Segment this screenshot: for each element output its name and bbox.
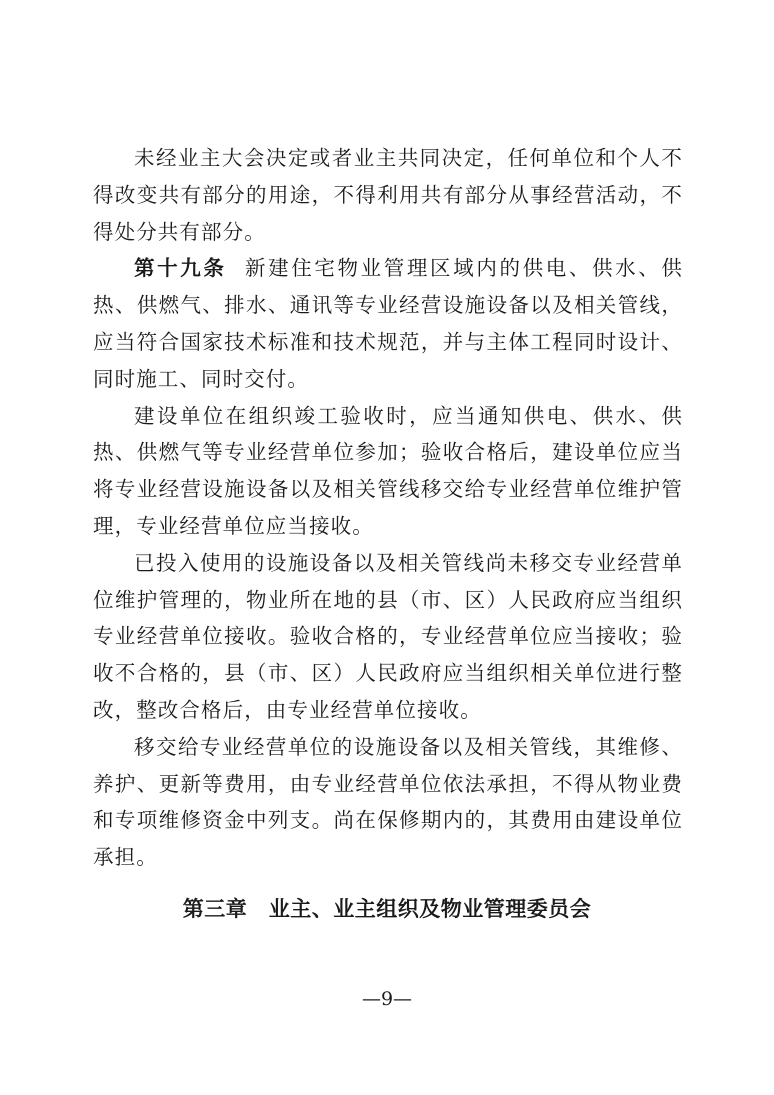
page-number: —9— (361, 988, 413, 1010)
paragraph-text: 已投入使用的设施设备以及相关管线尚未移交专业经营单位维护管理的，物业所在地的县（市、区）人民政府应当组织专业经营单位接收。验收合格的，专业经营单位应当接收；验收不合格的，县（市、区）人民政府应当组织相关单位进行整改，整改合格后，由专业经营单位接收。 (93, 550, 683, 722)
paragraph-common-parts (93, 140, 683, 250)
paragraph-maintenance-costs (93, 729, 683, 876)
article-title: 第十九条 (134, 256, 227, 281)
paragraph-text: 建设单位在组织竣工验收时，应当通知供电、供水、供热、供燃气等专业经营单位参加；验收合格后，建设单位应当将专业经营设施设备以及相关管线移交给专业经营单位维护管理，专业经营单位应当接收。 (93, 403, 683, 538)
paragraph-article-19 (93, 250, 683, 397)
paragraph-text: 未经业主大会决定或者业主共同决定，任何单位和个人不得改变共有部分的用途，不得利用共有部分从事经营活动，不得处分共有部分。 (93, 146, 683, 244)
body-text (93, 140, 683, 876)
paragraph-existing-facilities (93, 545, 683, 729)
paragraph-text: 移交给专业经营单位的设施设备以及相关管线，其维修、养护、更新等费用，由专业经营单位依法承担，不得从物业费和专项维修资金中列支。尚在保修期内的，其费用由建设单位承担。 (93, 734, 683, 870)
paragraph-text: 新建住宅物业管理区域内的供电、供水、供热、供燃气、排水、通讯等专业经营设施设备以及相关管线，应当符合国家技术标准和技术规范，并与主体工程同时设计、同时施工、同时交付。 (93, 256, 683, 391)
chapter-title: 第三章 业主、业主组织及物业管理委员会 (182, 896, 592, 921)
paragraph-completion-acceptance (93, 398, 683, 545)
